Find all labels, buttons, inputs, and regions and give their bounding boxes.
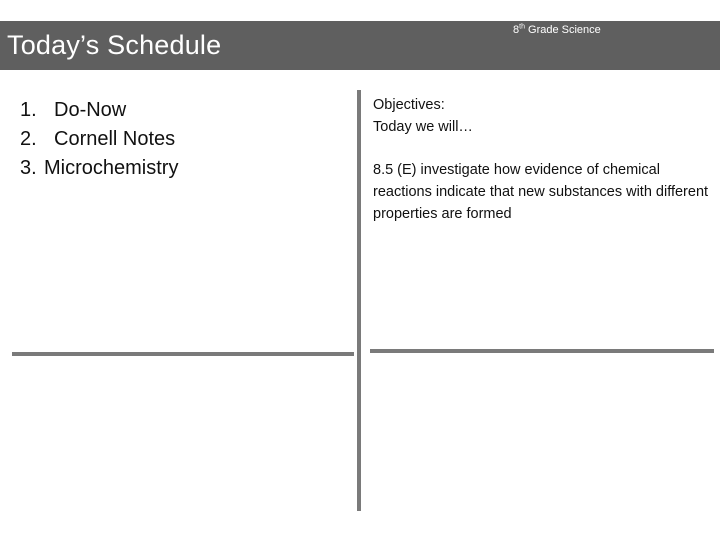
schedule-item — [20, 96, 178, 125]
objectives-block — [373, 95, 713, 138]
grade-number: 8 — [513, 24, 520, 36]
schedule-list — [20, 96, 178, 183]
schedule-item-label: Microchemistry — [44, 157, 179, 179]
schedule-item-number: 3. — [20, 157, 37, 179]
schedule-item-label: Cornell Notes — [54, 128, 176, 150]
schedule-item — [20, 125, 178, 154]
right-horizontal-divider — [370, 349, 714, 353]
schedule-item-label: Do-Now — [54, 99, 127, 121]
grade-suffix: th — [519, 23, 525, 31]
schedule-item-number: 1. — [20, 99, 37, 121]
grade-text: Grade Science — [524, 24, 601, 36]
objective-standard: 8.5 (E) investigate how evidence of chemical reactions indicate that new substances with different properties are formed — [373, 162, 709, 222]
schedule-item-number: 2. — [20, 128, 37, 150]
objectives-heading: Objectives: — [373, 97, 445, 113]
schedule-item — [20, 154, 178, 183]
left-horizontal-divider — [12, 352, 354, 356]
page-title: Today’s Schedule — [7, 30, 222, 60]
grade-label — [513, 24, 601, 36]
objectives-intro: Today we will… — [373, 118, 473, 135]
vertical-divider — [357, 90, 361, 511]
